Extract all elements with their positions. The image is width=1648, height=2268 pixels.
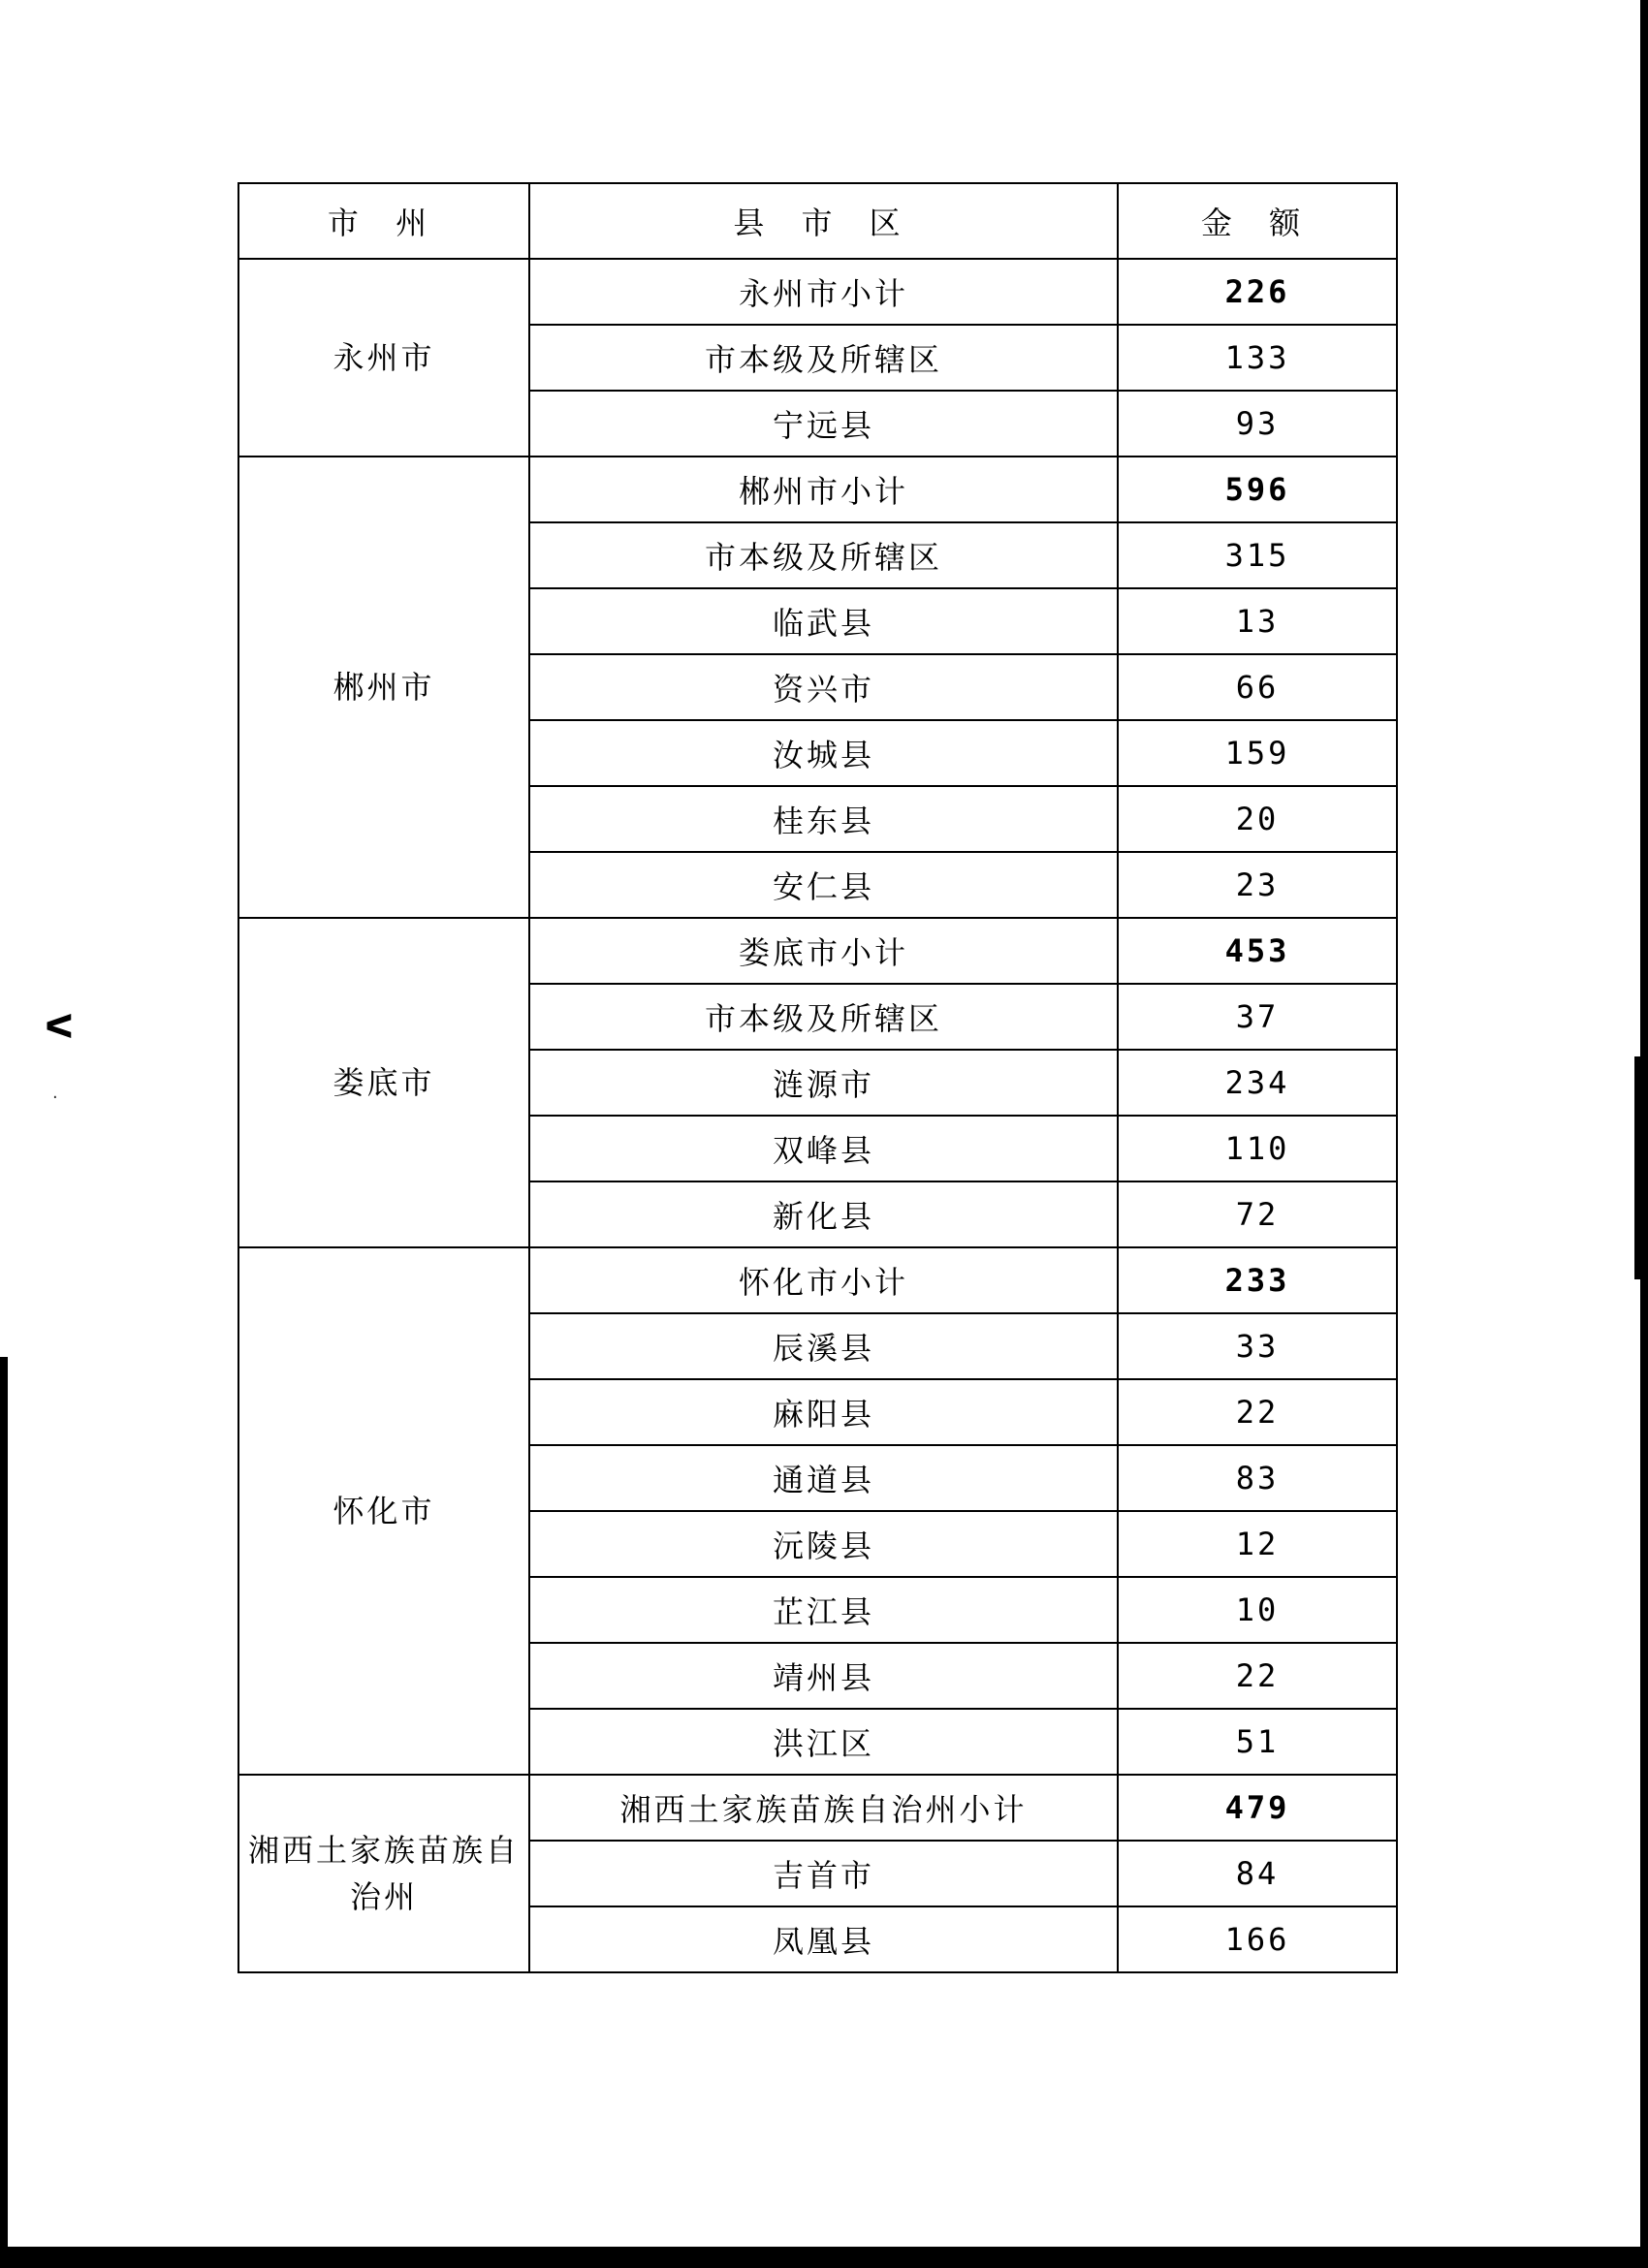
amount-cell: 166: [1118, 1906, 1397, 1972]
amount-cell: 10: [1118, 1577, 1397, 1643]
amount-cell: 84: [1118, 1841, 1397, 1906]
scan-border-left: [0, 1357, 8, 2268]
county-cell: 郴州市小计: [529, 457, 1118, 522]
city-cell: 郴州市: [238, 457, 529, 918]
amount-cell: 596: [1118, 457, 1397, 522]
scan-border-right-notch: [1634, 1056, 1648, 1279]
county-cell: 永州市小计: [529, 259, 1118, 325]
county-cell: 洪江区: [529, 1709, 1118, 1775]
county-cell: 凤凰县: [529, 1906, 1118, 1972]
amount-cell: 33: [1118, 1313, 1397, 1379]
subtotal-row: [238, 457, 1397, 522]
county-cell: 宁远县: [529, 391, 1118, 457]
amount-cell: 51: [1118, 1709, 1397, 1775]
county-cell: 资兴市: [529, 654, 1118, 720]
county-cell: 娄底市小计: [529, 918, 1118, 984]
county-cell: 吉首市: [529, 1841, 1118, 1906]
county-cell: 芷江县: [529, 1577, 1118, 1643]
county-cell: 靖州县: [529, 1643, 1118, 1709]
city-cell: 湘西土家族苗族自治州: [238, 1775, 529, 1972]
county-cell: 怀化市小计: [529, 1247, 1118, 1313]
amount-cell: 12: [1118, 1511, 1397, 1577]
city-cell: 娄底市: [238, 918, 529, 1247]
county-cell: 市本级及所辖区: [529, 522, 1118, 588]
county-cell: 汝城县: [529, 720, 1118, 786]
amount-cell: 13: [1118, 588, 1397, 654]
amount-cell: 453: [1118, 918, 1397, 984]
scan-border-bottom: [0, 2247, 1648, 2268]
amount-cell: 110: [1118, 1116, 1397, 1181]
amount-cell: 233: [1118, 1247, 1397, 1313]
amount-cell: 72: [1118, 1181, 1397, 1247]
amount-cell: 22: [1118, 1643, 1397, 1709]
scan-speck: ·: [52, 1087, 58, 1108]
scan-speck: ᐸ: [45, 1008, 75, 1047]
county-cell: 双峰县: [529, 1116, 1118, 1181]
amount-cell: 93: [1118, 391, 1397, 457]
county-cell: 市本级及所辖区: [529, 984, 1118, 1050]
subtotal-row: [238, 1775, 1397, 1841]
allocation-table: [238, 182, 1398, 1973]
amount-cell: 234: [1118, 1050, 1397, 1116]
header-county: 县 市 区: [529, 183, 1118, 259]
city-cell: 永州市: [238, 259, 529, 457]
amount-cell: 133: [1118, 325, 1397, 391]
subtotal-row: [238, 1247, 1397, 1313]
header-amount: 金 额: [1118, 183, 1397, 259]
county-cell: 沅陵县: [529, 1511, 1118, 1577]
county-cell: 辰溪县: [529, 1313, 1118, 1379]
amount-cell: 66: [1118, 654, 1397, 720]
amount-cell: 22: [1118, 1379, 1397, 1445]
county-cell: 桂东县: [529, 786, 1118, 852]
county-cell: 新化县: [529, 1181, 1118, 1247]
amount-cell: 23: [1118, 852, 1397, 918]
county-cell: 安仁县: [529, 852, 1118, 918]
county-cell: 市本级及所辖区: [529, 325, 1118, 391]
county-cell: 临武县: [529, 588, 1118, 654]
county-cell: 通道县: [529, 1445, 1118, 1511]
table-body: [238, 259, 1397, 1972]
county-cell: 涟源市: [529, 1050, 1118, 1116]
amount-cell: 226: [1118, 259, 1397, 325]
subtotal-row: [238, 918, 1397, 984]
county-cell: 麻阳县: [529, 1379, 1118, 1445]
amount-cell: 315: [1118, 522, 1397, 588]
county-cell: 湘西土家族苗族自治州小计: [529, 1775, 1118, 1841]
amount-cell: 479: [1118, 1775, 1397, 1841]
amount-cell: 83: [1118, 1445, 1397, 1511]
table-header-row: [238, 183, 1397, 259]
header-city: 市 州: [238, 183, 529, 259]
amount-cell: 37: [1118, 984, 1397, 1050]
subtotal-row: [238, 259, 1397, 325]
amount-cell: 159: [1118, 720, 1397, 786]
amount-cell: 20: [1118, 786, 1397, 852]
city-cell: 怀化市: [238, 1247, 529, 1775]
